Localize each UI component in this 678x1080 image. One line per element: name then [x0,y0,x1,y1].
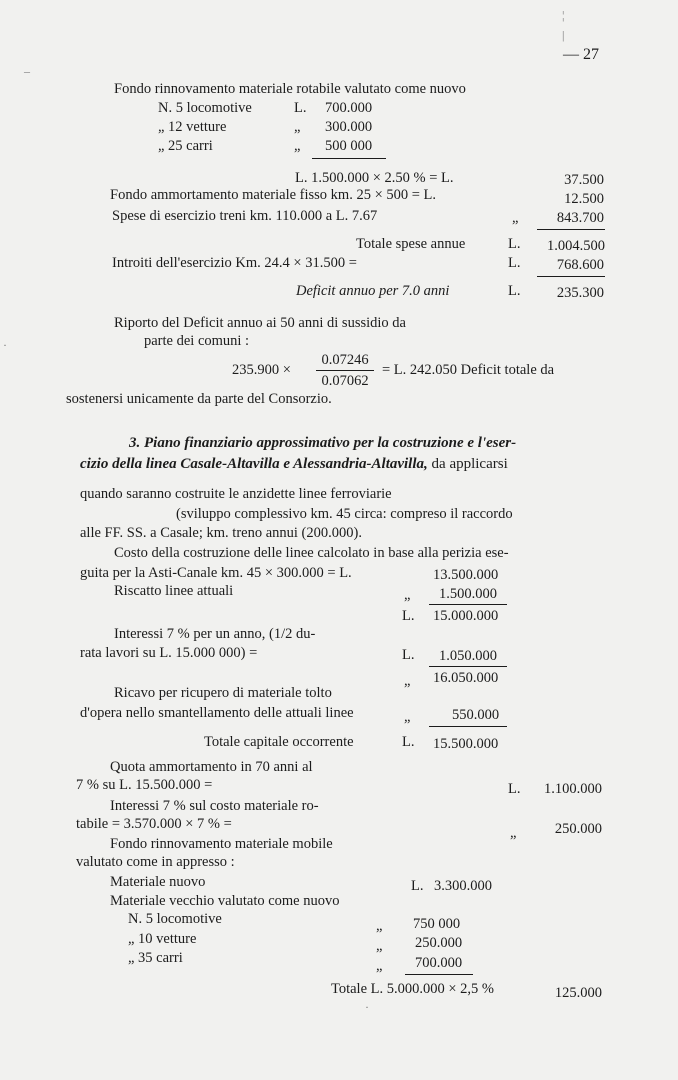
carri-ditto-2: „ [376,958,383,974]
carri-label: „ 25 carri [158,138,213,154]
introiti-value: 768.600 [556,257,604,273]
formula-denominator: 0.07062 [321,373,369,389]
fraction-bar [316,370,374,371]
riporto-line2: parte dei comuni : [144,333,250,349]
totale-spese-value: 1.004.500 [547,238,605,254]
section3-heading-line1: 3. Piano finanziario approssimativo per la costruzione e l'eser- [129,435,517,451]
formula-fraction [316,351,374,390]
totale-capitale-value: 15.500.000 [433,736,499,752]
fondo-line1: Fondo rinnovamento materiale mobile [110,836,333,852]
sum-line [429,726,507,727]
vetture-ditto: „ [294,119,301,135]
riscatto-label: Riscatto linee attuali [114,583,234,599]
scan-speck: · [3,338,7,352]
loco-label: N. 5 locomotive [158,100,252,116]
interessi-value: 1.050.000 [439,648,497,664]
subtotal-value: 15.000.000 [433,608,499,624]
vetture-value: 300.000 [325,119,373,135]
interessi-mat-value: 250.000 [554,821,602,837]
interessi-line2: rata lavori su L. 15.000 000) = [80,645,258,661]
carri-label-2: „ 35 carri [128,950,183,966]
spese-value: 843.700 [556,210,604,226]
ricavo-value: 550.000 [452,707,500,723]
riscatto-ditto: „ [404,587,411,603]
scan-speck: – [24,64,30,78]
section3-line3: quando saranno costruite le anzidette linee ferroviarie [80,486,392,502]
totale-spese-label: Totale spese annue [356,236,466,252]
totale-final-value: 125.000 [554,985,602,1001]
quota-line2: 7 % su L. 15.500.000 = [76,777,213,793]
section3-heading-bold: cizio della linea Casale-Altavilla e Alessandria-Altavilla, [80,456,428,472]
materiale-nuovo-currency: L. [411,878,424,894]
interessi-mat-line1: Interessi 7 % sul costo materiale ro- [110,798,319,814]
ricavo-line2: d'opera nello smantellamento delle attuali linee [80,705,354,721]
carri-ditto: „ [294,138,301,154]
ammortamento-value: 12.500 [564,191,604,207]
total-result: 37.500 [564,172,604,188]
sum-line [537,229,605,230]
sum-line [312,158,386,159]
quota-line1: Quota ammortamento in 70 anni al [110,759,313,775]
ammortamento-fisso: Fondo ammortamento materiale fisso km. 25 × 500 = L. [110,187,437,203]
scan-mark: | [562,28,565,42]
section3-line4: (sviluppo complessivo km. 45 circa: compreso il raccordo [176,506,513,522]
sum-line [429,604,507,605]
formula-left: 235.900 × [232,362,291,378]
loco-currency: L. [294,100,307,116]
formula-right: = L. 242.050 Deficit totale da [382,362,555,378]
vetture-value-2: 250.000 [415,935,463,951]
quota-currency: L. [508,781,521,797]
formula-numerator: 0.07246 [321,352,369,368]
carri-value: 500 000 [325,138,373,154]
section3-line7: guita per la Asti-Canale km. 45 × 300.000 = L. [80,565,352,581]
interessi-currency: L. [402,647,415,663]
materiale-nuovo-label: Materiale nuovo [110,874,206,890]
riscatto-value: 1.500.000 [439,586,497,602]
riporto-line1: Riporto del Deficit annuo ai 50 anni di sussidio da [114,315,406,331]
interessi-line1: Interessi 7 % per un anno, (1/2 du- [114,626,316,642]
loco-value-2: 750 000 [413,916,461,932]
materiale-vecchio-label: Materiale vecchio valutato come nuovo [110,893,340,909]
carri-value-2: 700.000 [415,955,463,971]
vetture-label: „ 12 vetture [158,119,227,135]
section3-line5: alle FF. SS. a Casale; km. treno annui (200.000). [80,525,362,541]
section3-line6: Costo della costruzione delle linee calcolato in base alla perizia ese- [114,545,509,561]
section3-heading-line2 [80,455,508,473]
spese-esercizio: Spese di esercizio treni km. 110.000 a L. 7.67 [112,208,378,224]
sum-line [405,974,473,975]
vetture-label-2: „ 10 vetture [128,931,197,947]
sum-line [537,276,605,277]
section3-heading-rest: da applicarsi [431,456,508,472]
loco-value: 700.000 [325,100,373,116]
spese-ditto: „ [512,210,519,226]
loco-ditto-2: „ [376,918,383,934]
total-line: L. 1.500.000 × 2.50 % = L. [295,170,454,186]
materiale-nuovo-value: 3.300.000 [434,878,492,894]
fondo-line2: valutato come in appresso : [76,854,235,870]
line7-value: 13.500.000 [433,567,499,583]
fondo-rinnovamento-title: Fondo rinnovamento materiale rotabile valutato come nuovo [114,81,466,97]
interessi-mat-ditto: „ [510,825,517,841]
loco-label-2: N. 5 locomotive [128,911,222,927]
vetture-ditto-2: „ [376,938,383,954]
subtotal-currency: L. [402,608,415,624]
ricavo-ditto: „ [404,709,411,725]
deficit-value: 235.300 [556,285,604,301]
sostenersi-line: sostenersi unicamente da parte del Consorzio. [66,391,332,407]
totale-capitale-currency: L. [402,734,415,750]
interessi-mat-line2: tabile = 3.570.000 × 7 % = [76,816,232,832]
deficit-label: Deficit annuo per 7.0 anni [296,283,450,299]
sum-line [429,666,507,667]
page-number: — 27 [563,46,599,63]
subtotal2-ditto: „ [404,673,411,689]
totale-final: Totale L. 5.000.000 × 2,5 % [331,981,495,997]
deficit-currency: L. [508,283,521,299]
ricavo-line1: Ricavo per ricupero di materiale tolto [114,685,332,701]
totale-capitale-label: Totale capitale occorrente [204,734,354,750]
scan-mark: ¦ [562,8,565,22]
scan-speck: · [365,1000,369,1014]
introiti-label: Introiti dell'esercizio Km. 24.4 × 31.500 = [112,255,357,271]
quota-value: 1.100.000 [544,781,602,797]
subtotal2-value: 16.050.000 [433,670,499,686]
totale-spese-currency: L. [508,236,521,252]
introiti-currency: L. [508,255,521,271]
